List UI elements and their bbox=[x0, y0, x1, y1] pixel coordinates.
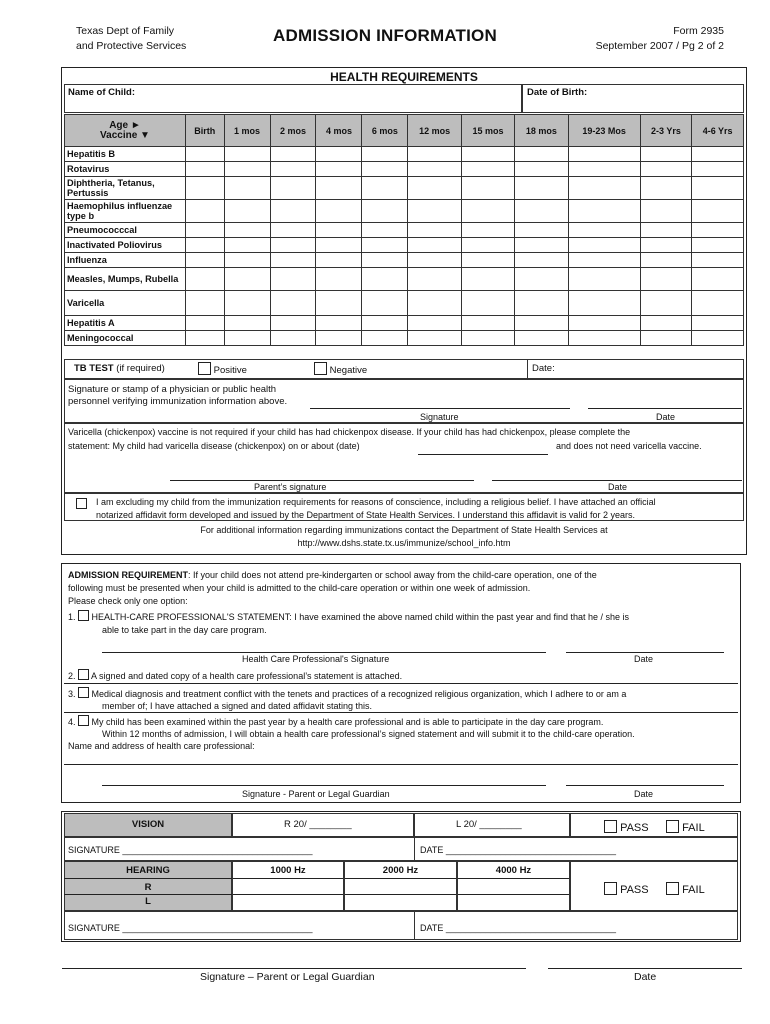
dose-date-cell[interactable] bbox=[224, 238, 270, 253]
dose-date-cell[interactable] bbox=[408, 162, 461, 177]
dose-date-cell[interactable] bbox=[640, 147, 692, 162]
dose-date-cell[interactable] bbox=[568, 162, 640, 177]
age-header-1: 1 mos bbox=[224, 115, 270, 147]
dose-date-cell[interactable] bbox=[186, 200, 225, 223]
option-3-checkbox[interactable] bbox=[78, 687, 89, 698]
dose-date-cell[interactable] bbox=[408, 177, 461, 200]
varicella-text-2: statement: My child had varicella disease (chickenpox) on or about (date) bbox=[68, 441, 360, 451]
dose-date-cell[interactable] bbox=[224, 177, 270, 200]
dose-date-cell[interactable] bbox=[568, 291, 640, 316]
hearing-fail-option[interactable]: FAIL bbox=[666, 882, 705, 896]
vaccine-name: Measles, Mumps, Rubella bbox=[65, 268, 186, 291]
dose-date-cell[interactable] bbox=[408, 268, 461, 291]
vaccine-name: Hepatitis B bbox=[65, 147, 186, 162]
hearing-date-field[interactable]: DATE __________________________________ bbox=[420, 923, 617, 933]
dose-date-cell[interactable] bbox=[270, 291, 316, 316]
vaccine-row bbox=[65, 316, 744, 331]
hearing-pass-option[interactable]: PASS bbox=[604, 882, 649, 896]
vaccine-row bbox=[65, 147, 744, 162]
physician-date-caption: Date bbox=[656, 412, 676, 422]
dose-date-cell[interactable] bbox=[515, 200, 568, 223]
dose-date-cell[interactable] bbox=[362, 223, 408, 238]
dose-date-cell[interactable] bbox=[316, 200, 362, 223]
dose-date-cell[interactable] bbox=[568, 253, 640, 268]
dose-date-cell[interactable] bbox=[362, 253, 408, 268]
vision-pass-fail-cell bbox=[570, 813, 738, 837]
vaccine-row bbox=[65, 200, 744, 223]
dose-date-cell[interactable] bbox=[640, 331, 692, 346]
physician-text: Signature or stamp of a physician or public health personnel verifying immunization information above. bbox=[68, 384, 288, 407]
vision-fail-checkbox[interactable] bbox=[666, 820, 679, 833]
vaccine-row bbox=[65, 268, 744, 291]
dose-date-cell[interactable] bbox=[270, 268, 316, 291]
vision-date-field[interactable]: DATE __________________________________ bbox=[420, 845, 617, 855]
option-2: 2. A signed and dated copy of a health care professional’s statement is attached. bbox=[68, 671, 403, 681]
tb-positive-checkbox[interactable] bbox=[198, 362, 211, 375]
hearing-signature-field[interactable]: SIGNATURE ______________________________________ bbox=[68, 923, 313, 933]
form-number: Form 2935 September 2007 / Pg 2 of 2 bbox=[595, 25, 724, 52]
age-header-6: 15 mos bbox=[461, 115, 514, 147]
dose-date-cell[interactable] bbox=[362, 291, 408, 316]
option-2-checkbox[interactable] bbox=[78, 669, 89, 680]
guardian-date-line[interactable] bbox=[566, 785, 724, 786]
dose-date-cell[interactable] bbox=[640, 238, 692, 253]
age-header-0: Birth bbox=[186, 115, 225, 147]
dose-date-cell[interactable] bbox=[692, 177, 744, 200]
dose-date-cell[interactable] bbox=[186, 147, 225, 162]
dose-date-cell[interactable] bbox=[362, 147, 408, 162]
option-1-checkbox[interactable] bbox=[78, 610, 89, 621]
age-header-10: 4-6 Yrs bbox=[692, 115, 744, 147]
dose-date-cell[interactable] bbox=[316, 238, 362, 253]
dose-date-cell[interactable] bbox=[640, 223, 692, 238]
dose-date-cell[interactable] bbox=[692, 291, 744, 316]
dose-date-cell[interactable] bbox=[461, 238, 514, 253]
immunization-table bbox=[64, 114, 744, 346]
dose-date-cell[interactable] bbox=[568, 316, 640, 331]
dose-date-cell[interactable] bbox=[224, 291, 270, 316]
dose-date-cell[interactable] bbox=[692, 223, 744, 238]
hcp-date-line[interactable] bbox=[566, 652, 724, 653]
vaccine-name: Varicella bbox=[65, 291, 186, 316]
dose-date-cell[interactable] bbox=[224, 316, 270, 331]
dose-date-cell[interactable] bbox=[568, 238, 640, 253]
hearing-pass-fail-cell bbox=[570, 861, 738, 911]
parent-date-caption: Date bbox=[608, 482, 628, 492]
dose-date-cell[interactable] bbox=[515, 238, 568, 253]
dose-date-cell[interactable] bbox=[461, 162, 514, 177]
dose-date-cell[interactable] bbox=[515, 177, 568, 200]
physician-date-line[interactable] bbox=[588, 408, 742, 409]
varicella-text-1: Varicella (chickenpox) vaccine is not required if your child has had chickenpox disease. If your child has had chickenpox, please complete the bbox=[68, 427, 631, 437]
varicella-date-line[interactable] bbox=[418, 454, 548, 455]
dose-date-cell[interactable] bbox=[408, 316, 461, 331]
dose-date-cell[interactable] bbox=[461, 147, 514, 162]
dose-date-cell[interactable] bbox=[316, 331, 362, 346]
guardian-signature-caption: Signature - Parent or Legal Guardian bbox=[242, 789, 390, 799]
dose-date-cell[interactable] bbox=[186, 316, 225, 331]
vaccine-name: Diphtheria, Tetanus, Pertussis bbox=[65, 177, 186, 200]
option-3: 3. Medical diagnosis and treatment conflict with the tenets and practices of a recognized religious organization, which I adhere to or am a member of; I have attached a signed and dated affidavit stating this. bbox=[68, 689, 627, 711]
vision-fail-option[interactable]: FAIL bbox=[666, 820, 705, 834]
age-header-7: 18 mos bbox=[515, 115, 568, 147]
dose-date-cell[interactable] bbox=[270, 331, 316, 346]
dose-date-cell[interactable] bbox=[186, 162, 225, 177]
dose-date-cell[interactable] bbox=[515, 331, 568, 346]
age-header-3: 4 mos bbox=[316, 115, 362, 147]
dose-date-cell[interactable] bbox=[408, 200, 461, 223]
dose-date-cell[interactable] bbox=[270, 177, 316, 200]
dose-date-cell[interactable] bbox=[692, 147, 744, 162]
dose-date-cell[interactable] bbox=[270, 147, 316, 162]
parent-signature-caption: Parent’s signature bbox=[254, 482, 327, 492]
hearing-fail-checkbox[interactable] bbox=[666, 882, 679, 895]
dose-date-cell[interactable] bbox=[270, 238, 316, 253]
dose-date-cell[interactable] bbox=[461, 291, 514, 316]
footer-date-line[interactable] bbox=[548, 968, 742, 969]
immunization-info: For additional information regarding immunizations contact the Department of State Health Services at http://www.dshs.state.tx.us/immunize/school_info.htm bbox=[64, 524, 744, 550]
vaccine-name: Influenza bbox=[65, 253, 186, 268]
dose-date-cell[interactable] bbox=[316, 291, 362, 316]
divider bbox=[414, 911, 415, 940]
dose-date-cell[interactable] bbox=[461, 223, 514, 238]
footer-date-caption: Date bbox=[634, 971, 657, 983]
exclusion-text: I am excluding my child from the immunization requirements for reasons of conscience, including a religious belief. I have attached an official notarized affidavit form developed and issued by the Department of State Health Services. I understand this affidavit is valid for 2 years. bbox=[96, 497, 656, 520]
divider bbox=[414, 837, 415, 861]
hearing-r-label: R bbox=[144, 882, 152, 893]
dose-date-cell[interactable] bbox=[362, 200, 408, 223]
dshs-link[interactable]: http://www.dshs.state.tx.us/immunize/school_info.htm bbox=[297, 538, 511, 548]
vaccine-row bbox=[65, 291, 744, 316]
option-4: 4. My child has been examined within the past year by a health care professional and is able to participate in the day care program. Within 12 months of admission, I will obtain a health care professional’s signed statement and will submit it to the child-care operation. bbox=[68, 717, 635, 739]
dose-date-cell[interactable] bbox=[692, 253, 744, 268]
dose-date-cell[interactable] bbox=[692, 238, 744, 253]
guardian-signature-line[interactable] bbox=[102, 785, 546, 786]
age-header-9: 2-3 Yrs bbox=[640, 115, 692, 147]
dose-date-cell[interactable] bbox=[568, 177, 640, 200]
vaccine-row bbox=[65, 177, 744, 200]
vaccine-name: Pneumococccal bbox=[65, 223, 186, 238]
dose-date-cell[interactable] bbox=[186, 268, 225, 291]
vision-r-label: R 20/ ________ bbox=[284, 819, 352, 830]
age-header-4: 6 mos bbox=[362, 115, 408, 147]
tb-date-label: Date: bbox=[532, 363, 555, 374]
hz-2000: 2000 Hz bbox=[382, 865, 419, 876]
hcp-date-caption: Date bbox=[634, 654, 654, 664]
physician-signature-caption: Signature bbox=[420, 412, 459, 422]
tb-negative-option[interactable]: Negative bbox=[314, 362, 367, 376]
dose-date-cell[interactable] bbox=[640, 200, 692, 223]
health-section-title: HEALTH REQUIREMENTS bbox=[330, 70, 478, 84]
dose-date-cell[interactable] bbox=[461, 316, 514, 331]
dose-date-cell[interactable] bbox=[224, 147, 270, 162]
dose-date-cell[interactable] bbox=[408, 331, 461, 346]
tb-positive-option[interactable]: Positive bbox=[198, 362, 247, 376]
divider bbox=[64, 764, 738, 765]
dose-date-cell[interactable] bbox=[568, 223, 640, 238]
vision-label: VISION bbox=[131, 819, 165, 830]
varicella-text-3: and does not need varicella vaccine. bbox=[556, 441, 702, 451]
dose-date-cell[interactable] bbox=[640, 268, 692, 291]
parent-signature-line[interactable] bbox=[170, 480, 474, 481]
hcp-signature-caption: Health Care Professional's Signature bbox=[242, 654, 390, 664]
hz-1000: 1000 Hz bbox=[270, 865, 306, 876]
dose-date-cell[interactable] bbox=[316, 162, 362, 177]
dose-date-cell[interactable] bbox=[515, 268, 568, 291]
dose-date-cell[interactable] bbox=[224, 200, 270, 223]
hz-4000: 4000 Hz bbox=[495, 865, 532, 876]
dose-date-cell[interactable] bbox=[362, 162, 408, 177]
vision-pass-checkbox[interactable] bbox=[604, 820, 617, 833]
vaccine-name: Haemophilus influenzae type b bbox=[65, 200, 186, 223]
dose-date-cell[interactable] bbox=[316, 268, 362, 291]
dose-date-cell[interactable] bbox=[692, 331, 744, 346]
immunization-header-row bbox=[65, 115, 744, 147]
dose-date-cell[interactable] bbox=[186, 291, 225, 316]
footer-signature-line[interactable] bbox=[62, 968, 526, 969]
dose-date-cell[interactable] bbox=[640, 162, 692, 177]
vaccine-row bbox=[65, 162, 744, 177]
dose-date-cell[interactable] bbox=[316, 177, 362, 200]
dose-date-cell[interactable] bbox=[408, 253, 461, 268]
dose-date-cell[interactable] bbox=[461, 268, 514, 291]
dose-date-cell[interactable] bbox=[461, 177, 514, 200]
option-4-checkbox[interactable] bbox=[78, 715, 89, 726]
vaccine-row bbox=[65, 223, 744, 238]
dose-date-cell[interactable] bbox=[224, 331, 270, 346]
dose-date-cell[interactable] bbox=[408, 291, 461, 316]
dose-date-cell[interactable] bbox=[186, 177, 225, 200]
dose-date-cell[interactable] bbox=[515, 223, 568, 238]
dose-date-cell[interactable] bbox=[515, 147, 568, 162]
guardian-date-caption: Date bbox=[634, 789, 654, 799]
dose-date-cell[interactable] bbox=[316, 147, 362, 162]
dose-date-cell[interactable] bbox=[692, 162, 744, 177]
dose-date-cell[interactable] bbox=[224, 253, 270, 268]
dose-date-cell[interactable] bbox=[461, 253, 514, 268]
hcp-signature-line[interactable] bbox=[102, 652, 546, 653]
name-address-label: Name and address of health care professional: bbox=[68, 741, 255, 751]
divider bbox=[64, 712, 738, 713]
age-header-5: 12 mos bbox=[408, 115, 461, 147]
dose-date-cell[interactable] bbox=[515, 253, 568, 268]
page-title: ADMISSION INFORMATION bbox=[273, 26, 497, 45]
tb-test-label: TB TEST (if required) bbox=[74, 363, 165, 374]
dose-date-cell[interactable] bbox=[692, 200, 744, 223]
vision-pass-option[interactable]: PASS bbox=[604, 820, 649, 834]
dose-date-cell[interactable] bbox=[640, 291, 692, 316]
dose-date-cell[interactable] bbox=[186, 253, 225, 268]
dose-date-cell[interactable] bbox=[640, 253, 692, 268]
dose-date-cell[interactable] bbox=[186, 223, 225, 238]
exclusion-checkbox[interactable] bbox=[76, 498, 87, 509]
dose-date-cell[interactable] bbox=[316, 316, 362, 331]
dose-date-cell[interactable] bbox=[316, 223, 362, 238]
vision-l-label: L 20/ ________ bbox=[456, 819, 522, 830]
dose-date-cell[interactable] bbox=[224, 162, 270, 177]
option-1: 1. HEALTH-CARE PROFESSIONAL'S STATEMENT: I have examined the above named child within the past year and find that he / she is able to take part in the day care program. bbox=[68, 612, 630, 635]
dose-date-cell[interactable] bbox=[640, 316, 692, 331]
age-header-2: 2 mos bbox=[270, 115, 316, 147]
dose-date-cell[interactable] bbox=[408, 147, 461, 162]
vaccine-row bbox=[65, 238, 744, 253]
dose-date-cell[interactable] bbox=[568, 200, 640, 223]
divider bbox=[64, 683, 738, 684]
dose-date-cell[interactable] bbox=[270, 316, 316, 331]
dose-date-cell[interactable] bbox=[408, 238, 461, 253]
dose-date-cell[interactable] bbox=[515, 291, 568, 316]
dose-date-cell[interactable] bbox=[362, 268, 408, 291]
hearing-label: HEARING bbox=[126, 865, 170, 876]
dose-date-cell[interactable] bbox=[568, 331, 640, 346]
dose-date-cell[interactable] bbox=[270, 253, 316, 268]
dose-date-cell[interactable] bbox=[461, 200, 514, 223]
vaccine-name: Meningococcal bbox=[65, 331, 186, 346]
dose-date-cell[interactable] bbox=[568, 268, 640, 291]
dose-date-cell[interactable] bbox=[515, 316, 568, 331]
tb-date-field[interactable] bbox=[527, 359, 744, 379]
footer-signature-caption: Signature – Parent or Legal Guardian bbox=[200, 971, 375, 983]
dose-date-cell[interactable] bbox=[186, 331, 225, 346]
vision-signature-field[interactable]: SIGNATURE ______________________________________ bbox=[68, 845, 313, 855]
vaccine-name: Rotavirus bbox=[65, 162, 186, 177]
dose-date-cell[interactable] bbox=[362, 316, 408, 331]
dose-date-cell[interactable] bbox=[461, 331, 514, 346]
dob-label: Date of Birth: bbox=[527, 87, 588, 98]
hearing-pass-checkbox[interactable] bbox=[604, 882, 617, 895]
dose-date-cell[interactable] bbox=[568, 147, 640, 162]
dose-date-cell[interactable] bbox=[224, 223, 270, 238]
tb-negative-checkbox[interactable] bbox=[314, 362, 327, 375]
dose-date-cell[interactable] bbox=[515, 162, 568, 177]
parent-date-line[interactable] bbox=[492, 480, 742, 481]
hearing-l-label: L bbox=[145, 896, 151, 907]
dose-date-cell[interactable] bbox=[362, 331, 408, 346]
dose-date-cell[interactable] bbox=[692, 316, 744, 331]
vaccine-row bbox=[65, 253, 744, 268]
dose-date-cell[interactable] bbox=[316, 253, 362, 268]
agency-name: Texas Dept of Family and Protective Services bbox=[76, 25, 187, 52]
vaccine-name: Inactivated Poliovirus bbox=[65, 238, 186, 253]
dose-date-cell[interactable] bbox=[362, 238, 408, 253]
age-header-8: 19-23 Mos bbox=[568, 115, 640, 147]
vaccine-name: Hepatitis A bbox=[65, 316, 186, 331]
dose-date-cell[interactable] bbox=[270, 200, 316, 223]
physician-signature-line[interactable] bbox=[310, 408, 570, 409]
dose-date-cell[interactable] bbox=[362, 177, 408, 200]
child-name-label: Name of Child: bbox=[68, 87, 136, 98]
dose-date-cell[interactable] bbox=[270, 162, 316, 177]
age-vaccine-header: Age ► Vaccine ▼ bbox=[65, 115, 186, 147]
dose-date-cell[interactable] bbox=[224, 268, 270, 291]
dose-date-cell[interactable] bbox=[186, 238, 225, 253]
dose-date-cell[interactable] bbox=[270, 223, 316, 238]
dose-date-cell[interactable] bbox=[640, 177, 692, 200]
admission-req-text: ADMISSION REQUIREMENT: If your child does not attend pre-kindergarten or school away from the child-care operation, one of the following must be presented when your child is admitted to the child-care operation or within one week of admission. Please check only one option: bbox=[68, 570, 597, 606]
dose-date-cell[interactable] bbox=[692, 268, 744, 291]
dose-date-cell[interactable] bbox=[408, 223, 461, 238]
vaccine-row bbox=[65, 331, 744, 346]
